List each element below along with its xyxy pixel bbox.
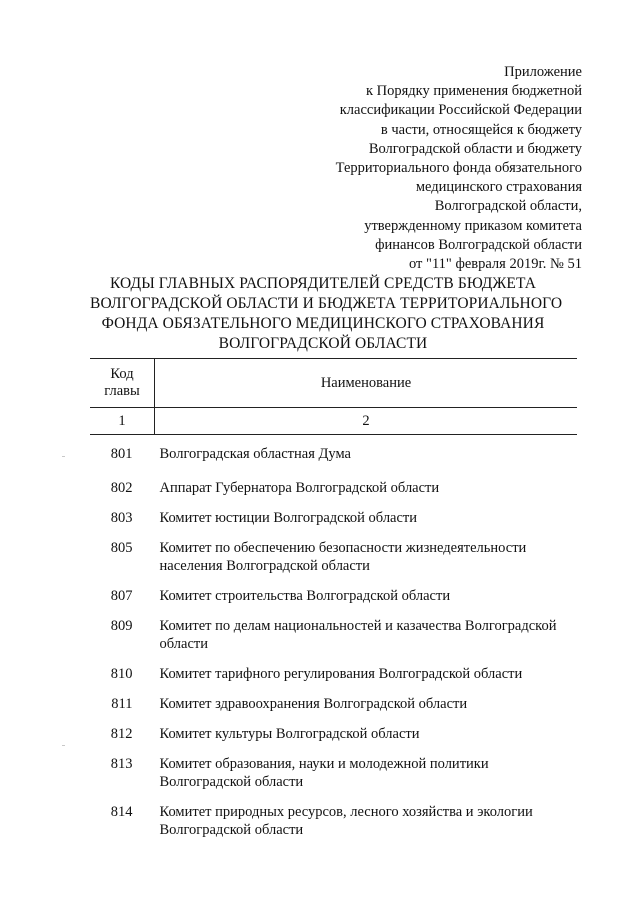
column-number-row xyxy=(90,408,577,435)
title-line: ВОЛГОГРАДСКОЙ ОБЛАСТИ xyxy=(218,335,428,352)
row-code: 811 xyxy=(111,696,133,712)
margin-scan-mark xyxy=(62,745,65,746)
row-name xyxy=(155,659,578,689)
table-row xyxy=(90,689,577,719)
table-row xyxy=(90,611,577,659)
title-line: ФОНДА ОБЯЗАТЕЛЬНОГО МЕДИЦИНСКОГО СТРАХОВАНИЯ xyxy=(101,315,545,332)
appendix-line: в части, относящейся к бюджету xyxy=(380,121,582,138)
table-row xyxy=(90,581,577,611)
header-name: Наименование xyxy=(155,359,578,408)
appendix-line: утвержденному приказом комитета xyxy=(364,217,582,234)
row-code: 809 xyxy=(110,618,133,634)
row-code: 812 xyxy=(110,726,133,742)
row-name xyxy=(155,611,578,659)
row-name xyxy=(155,749,578,797)
row-name-line: Комитет образования, науки и молодежной политики xyxy=(159,756,489,772)
header-code-line2: главы xyxy=(104,383,140,399)
appendix-line: к Порядку применения бюджетной xyxy=(365,83,582,100)
row-name xyxy=(155,719,578,749)
title-line: ВОЛГОГРАДСКОЙ ОБЛАСТИ И БЮДЖЕТА ТЕРРИТОРИАЛЬНОГО xyxy=(90,295,563,312)
appendix-line: Волгоградской области и бюджету xyxy=(368,140,582,157)
column-number-name: 2 xyxy=(155,408,578,435)
row-name-line: области xyxy=(159,636,208,652)
table-row xyxy=(90,435,577,474)
table-row xyxy=(90,533,577,581)
row-code: 807 xyxy=(110,588,133,604)
row-code: 805 xyxy=(110,540,133,556)
row-code: 803 xyxy=(110,510,133,526)
title-line: КОДЫ ГЛАВНЫХ РАСПОРЯДИТЕЛЕЙ СРЕДСТВ БЮДЖЕТА xyxy=(109,275,537,292)
row-name xyxy=(155,533,578,581)
row-code: 810 xyxy=(110,666,133,682)
table-header-row xyxy=(90,359,577,408)
table-row xyxy=(90,749,577,797)
appendix-line: финансов Волгоградской области xyxy=(375,236,582,253)
row-name-line: Комитет культуры Волгоградской области xyxy=(159,726,420,742)
row-name-line: Комитет тарифного регулирования Волгоградской области xyxy=(159,666,523,682)
row-name-line: Волгоградской области xyxy=(159,822,304,838)
row-name xyxy=(155,435,578,474)
table-row xyxy=(90,473,577,503)
row-name-line: Волгоградская областная Дума xyxy=(159,446,351,462)
row-code: 801 xyxy=(110,446,133,462)
codes-table xyxy=(90,358,577,845)
table-row xyxy=(90,659,577,689)
row-name-line: Комитет природных ресурсов, лесного хозяйства и экологии xyxy=(159,804,533,820)
appendix-line: медицинского страхования xyxy=(415,179,582,196)
margin-scan-mark xyxy=(62,456,65,457)
row-name-line: Комитет строительства Волгоградской области xyxy=(159,588,451,604)
row-code: 814 xyxy=(110,804,133,820)
row-name-line: Комитет юстиции Волгоградской области xyxy=(159,510,418,526)
row-name-line: Комитет по обеспечению безопасности жизнедеятельности xyxy=(159,540,527,556)
row-code: 802 xyxy=(110,480,133,496)
row-name xyxy=(155,473,578,503)
appendix-line: Волгоградской области, xyxy=(434,198,582,215)
row-name xyxy=(155,689,578,719)
row-name-line: Комитет здравоохранения Волгоградской области xyxy=(159,696,468,712)
row-name-line: Волгоградской области xyxy=(159,774,304,790)
document-title xyxy=(90,274,563,354)
row-name-line: населения Волгоградской области xyxy=(159,558,370,574)
appendix-line: классификации Российской Федерации xyxy=(339,102,582,119)
appendix-block xyxy=(222,63,582,274)
row-code: 813 xyxy=(110,756,133,772)
table-row xyxy=(90,503,577,533)
table-row xyxy=(90,797,577,845)
row-name xyxy=(155,581,578,611)
row-name xyxy=(155,797,578,845)
row-name-line: Аппарат Губернатора Волгоградской области xyxy=(159,480,440,496)
appendix-line: от "11" февраля 2019г. № 51 xyxy=(409,256,582,273)
header-code-line1: Код xyxy=(110,366,134,382)
appendix-line: Приложение xyxy=(504,64,582,80)
table-row xyxy=(90,719,577,749)
row-name xyxy=(155,503,578,533)
appendix-line: Территориального фонда обязательного xyxy=(335,160,582,177)
header-code xyxy=(90,359,155,408)
column-number-code: 1 xyxy=(90,408,155,435)
row-name-line: Комитет по делам национальностей и казачества Волгоградской xyxy=(159,618,557,634)
